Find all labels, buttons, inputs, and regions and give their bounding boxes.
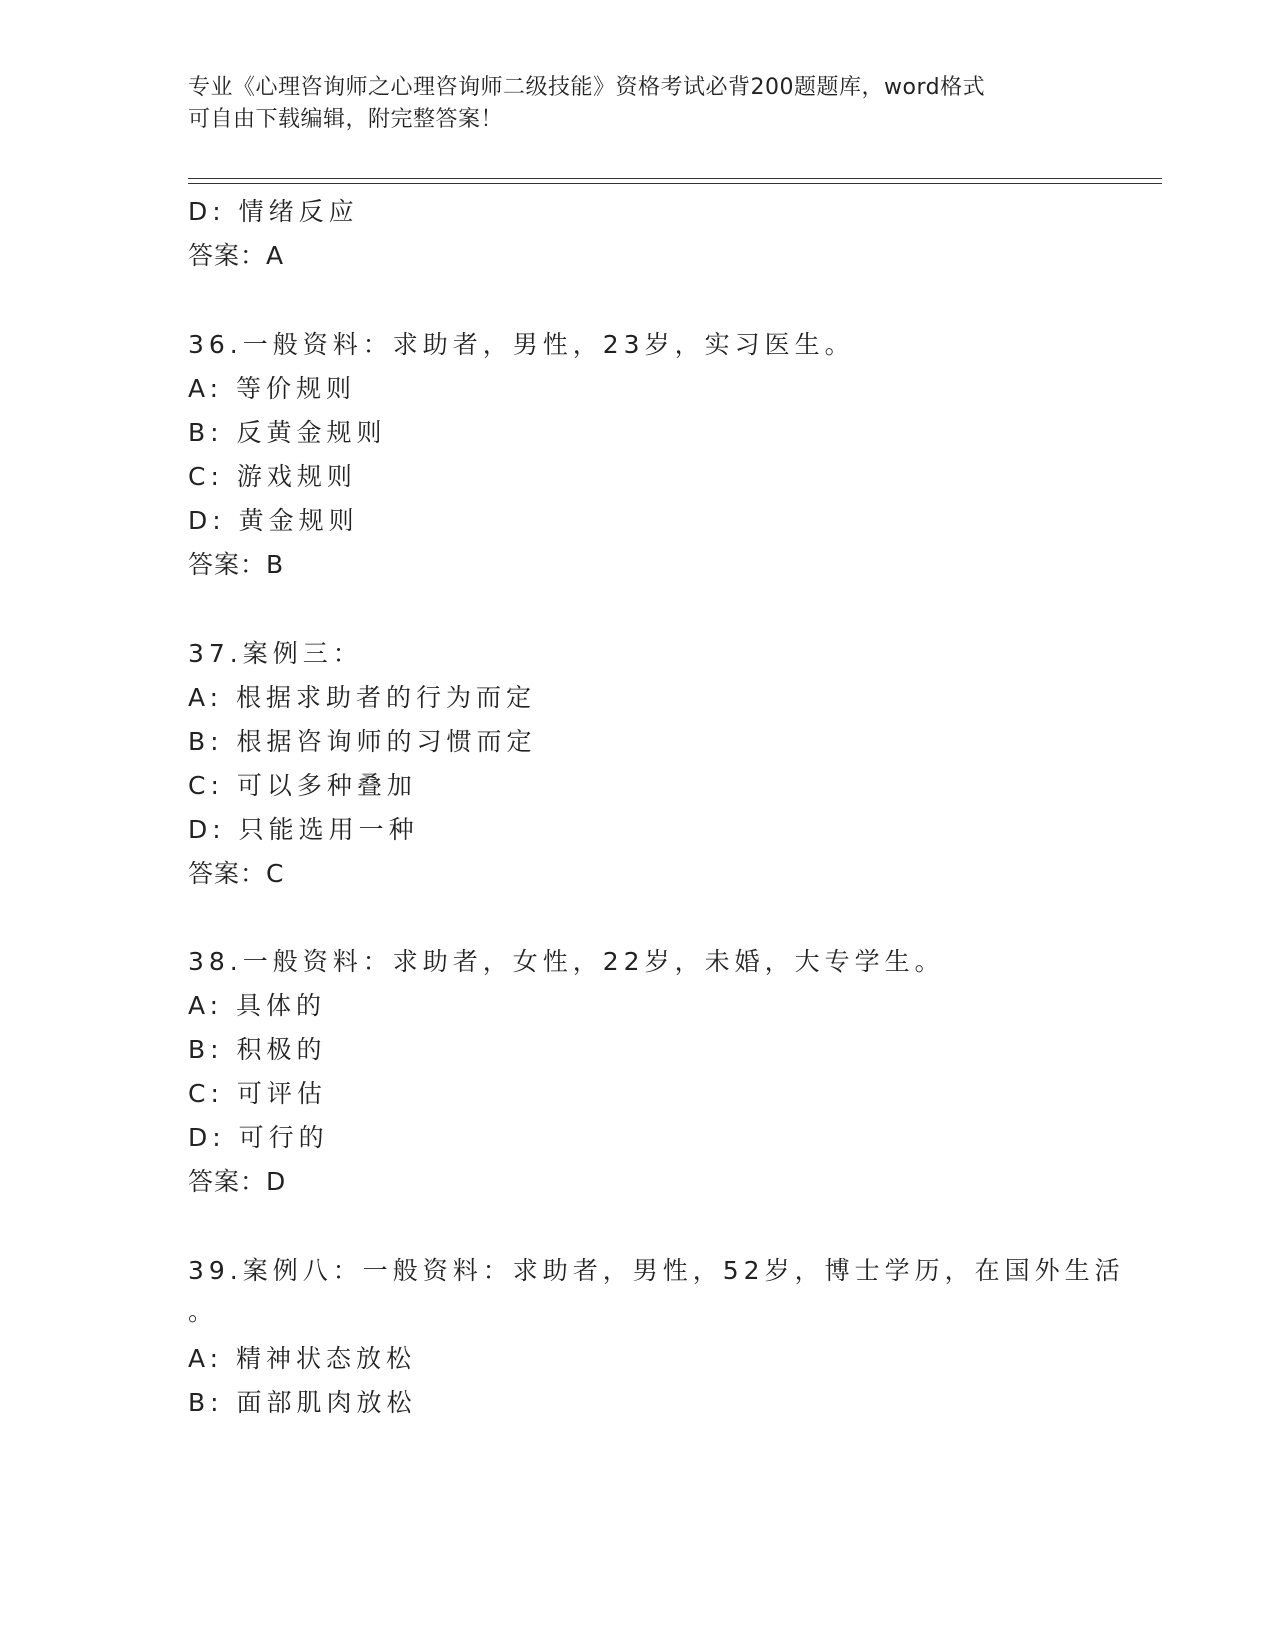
option-d: D: 情绪反应: [188, 197, 359, 226]
option-a: A: 具体的: [188, 991, 327, 1020]
answer: 答案：C: [188, 859, 285, 888]
question-stem: 38.一般资料：求助者，女性，22岁，未婚，大专学生。: [188, 947, 945, 976]
document-header: [188, 72, 1088, 136]
option-c: C: 可评估: [188, 1079, 327, 1108]
question-stem: 37.案例三：: [188, 639, 363, 668]
option-b: B: 面部肌肉放松: [188, 1388, 417, 1417]
answer: 答案：D: [188, 1167, 287, 1196]
option-a: A: 根据求助者的行为而定: [188, 683, 537, 712]
option-d: D: 黄金规则: [188, 506, 359, 535]
option-d: D: 只能选用一种: [188, 815, 419, 844]
option-c: C: 可以多种叠加: [188, 771, 417, 800]
option-b: B: 根据咨询师的习惯而定: [188, 727, 537, 756]
question-stem: 36.一般资料：求助者，男性，23岁，实习医生。: [188, 330, 855, 359]
option-b: B: 积极的: [188, 1035, 327, 1064]
header-line-2: 可自由下载编辑，附完整答案！: [188, 107, 504, 132]
answer: 答案：B: [188, 550, 285, 579]
header-rule-top: [188, 178, 1162, 179]
question-stem-continuation: 。: [188, 1297, 219, 1326]
question-stem: 39.案例八：一般资料：求助者，男性，52岁，博士学历，在国外生活: [188, 1256, 1125, 1285]
header-rule-bottom: [188, 183, 1162, 184]
option-a: A: 等价规则: [188, 374, 357, 403]
option-a: A: 精神状态放松: [188, 1344, 417, 1373]
option-d: D: 可行的: [188, 1123, 329, 1152]
option-c: C: 游戏规则: [188, 462, 357, 491]
header-line-1: 专业《心理咨询师之心理咨询师二级技能》资格考试必背200题题库，word格式: [188, 75, 986, 100]
option-b: B: 反黄金规则: [188, 418, 387, 447]
answer: 答案：A: [188, 241, 285, 270]
